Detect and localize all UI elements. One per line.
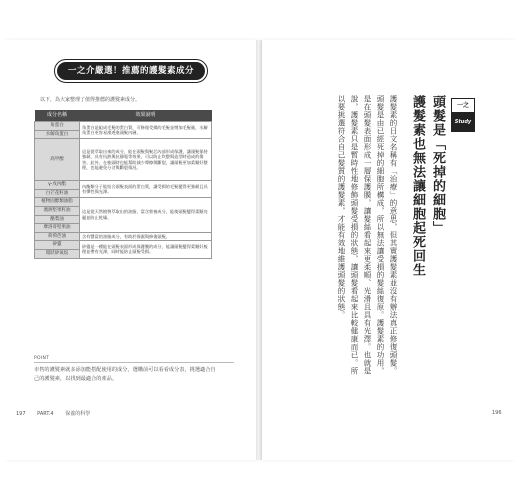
ingredient-effect: 這是從天然植物萃取出的油脂，富含營養成分，能使頭髮變得柔順亮麗並防止乾燥。 — [80, 198, 212, 232]
table-header-effect: 效果說明 — [80, 110, 212, 122]
ingredient-name: γ-戊內酯 — [35, 181, 80, 190]
ingredient-name: 矽靈 — [35, 241, 80, 250]
footer-chapter-title: 保養的科學 — [65, 411, 91, 417]
table-row — [35, 122, 212, 131]
section-banner — [54, 59, 208, 83]
ingredient-effect: 含有豐富的油脂成分，有助於保濕與修復頭髮。 — [80, 232, 212, 241]
left-page-footer — [16, 410, 100, 417]
ingredient-name: 荷荷芭油 — [35, 232, 80, 241]
article-title: 頭髮是「死掉的細胞」 — [430, 95, 445, 235]
table-row — [35, 232, 212, 241]
footer-part: PART.4 — [37, 411, 54, 417]
left-page-number: 197 — [16, 411, 26, 417]
ingredient-effect: 角蛋白是組成毛髮的蛋白質，可修復受損的毛髮並增加毛髮量，水解角蛋白更容易滲透進頭髮內層。 — [80, 122, 212, 139]
study-badge — [451, 98, 475, 138]
ingredient-effect: 矽靈是一種能在頭髮表面形成保護膜的成分，能讓頭髮變得柔順好梳理並帶有光澤，同時能防止頭髮受損。 — [80, 241, 212, 258]
table-row — [35, 198, 212, 207]
point-text: 市售的護髮素就多添加能搭配使用的成分，選購前可以看看成分表，挑選適合自己的護髮素，以找到最適合的產品。 — [34, 367, 216, 382]
table-header-row — [35, 110, 212, 122]
ingredient-name: 白芒花籽油 — [35, 189, 80, 198]
article-subtitle: 護髮素也無法讓細胞起死回生 — [410, 95, 425, 277]
table-row — [35, 139, 212, 181]
intro-text: 以下，為大家整理了值得推薦的護髮素成分。 — [40, 97, 141, 103]
ingredient-effect: 內酯類分子能結合頭髮表面的蛋白質，讓受損的毛髮變得更強韌且具有彈性與光澤。 — [80, 181, 212, 198]
ingredient-name: 水解角蛋白 — [35, 130, 80, 139]
ingredient-name: 高甲醇 — [35, 139, 80, 181]
table-row — [35, 181, 212, 190]
article-body: 護髮素的日文名稱有「治療」的意思，但其實護髮素並沒有辦法真正修復頭髮。頭髮是由已經死掉的細胞所構成，所以無法讓受損的髮絲復原。護髮素的功用，是在頭髮表面形成一層保護膜，讓髮絲看起來更柔順、光滑且具有光澤。也就是說，護髮素只是暫時性地修飾頭髮受損的狀態，讓頭髮看起來比較健康而已。所以要挑選符合自己髮質的護髮素，才能有效地維護頭髮的狀態。 — [337, 95, 398, 375]
ingredient-name: 角蛋白 — [35, 122, 80, 131]
right-page-number: 196 — [492, 410, 502, 416]
ingredient-name: 酪梨油 — [35, 215, 80, 224]
table-header-ingredient: 成分名稱 — [35, 110, 80, 122]
ingredient-name: 澳洲堅果籽油 — [35, 206, 80, 215]
section-banner-title: 一之介嚴選！推薦的護髮素成分 — [57, 62, 205, 80]
point-label: POINT — [34, 356, 50, 361]
ingredient-table — [34, 110, 212, 259]
study-badge-label: Study — [451, 112, 475, 132]
table-row — [35, 241, 212, 250]
ingredient-name: 摩洛哥堅果油 — [35, 224, 80, 233]
ingredient-name: 環狀矽氧烷 — [35, 249, 80, 258]
study-badge-top: 一之 — [451, 98, 475, 112]
ingredient-effect: 這是從萃取出來的成分，能在頭髮與髮芯內部形成保護，讓頭髮保持強韌，具有抗熱與抗靜電等效果，可以防止吹整與造型時造成的傷害。此外，在梳頭時也能幫助減少摩擦與斷裂，讓頭髮更加柔順好整理，也能避免分岔與斷裂情況。 — [80, 139, 212, 181]
point-divider — [34, 362, 234, 363]
ingredient-name: 植物固醇類油脂 — [35, 198, 80, 207]
